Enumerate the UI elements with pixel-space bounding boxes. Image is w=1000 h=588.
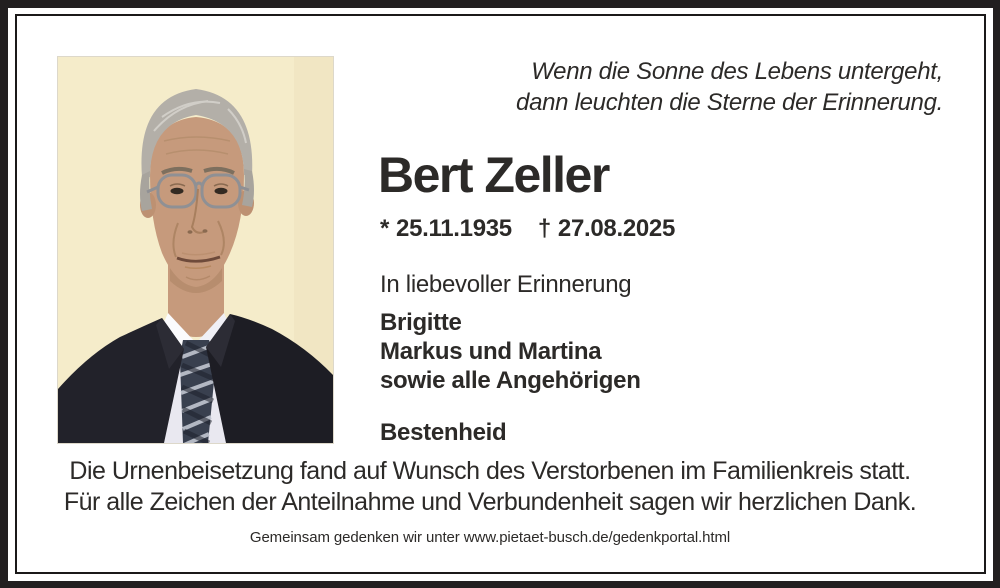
birth-star-symbol: * bbox=[380, 215, 390, 242]
quote-line-2: dann leuchten die Sterne der Erinnerung. bbox=[516, 89, 943, 116]
mourner-name: sowie alle Angehörigen bbox=[380, 367, 641, 394]
closing-block bbox=[42, 456, 938, 547]
quote-line-1: Wenn die Sonne des Lebens untergeht, bbox=[531, 58, 943, 85]
memorial-quote bbox=[516, 56, 943, 118]
death-entry bbox=[538, 215, 675, 243]
life-dates bbox=[380, 215, 675, 243]
death-cross-symbol: † bbox=[537, 215, 551, 242]
deceased-portrait-photo bbox=[58, 57, 333, 443]
mourner-name: Markus und Martina bbox=[380, 338, 602, 365]
closing-line-2: Für alle Zeichen der Anteilnahme und Verbundenheit sagen wir herzlichen Dank. bbox=[63, 488, 917, 516]
birth-date: 25.11.1935 bbox=[396, 215, 512, 242]
mourner-name: Brigitte bbox=[380, 309, 462, 336]
deceased-name: Bert Zeller bbox=[378, 147, 609, 203]
remembrance-line: In liebevoller Erinnerung bbox=[380, 271, 632, 298]
memorial-portal-line: Gemeinsam gedenken wir unter www.pietaet-busch.de/gedenkportal.html bbox=[249, 529, 731, 546]
birth-entry bbox=[380, 215, 512, 243]
closing-line-1: Die Urnenbeisetzung fand auf Wunsch des Verstorbenen im Familienkreis statt. bbox=[69, 457, 911, 485]
mourners-list bbox=[380, 308, 641, 395]
death-date: 27.08.2025 bbox=[557, 215, 676, 242]
place-name: Bestenheid bbox=[380, 419, 507, 446]
portrait-illustration bbox=[58, 57, 333, 443]
